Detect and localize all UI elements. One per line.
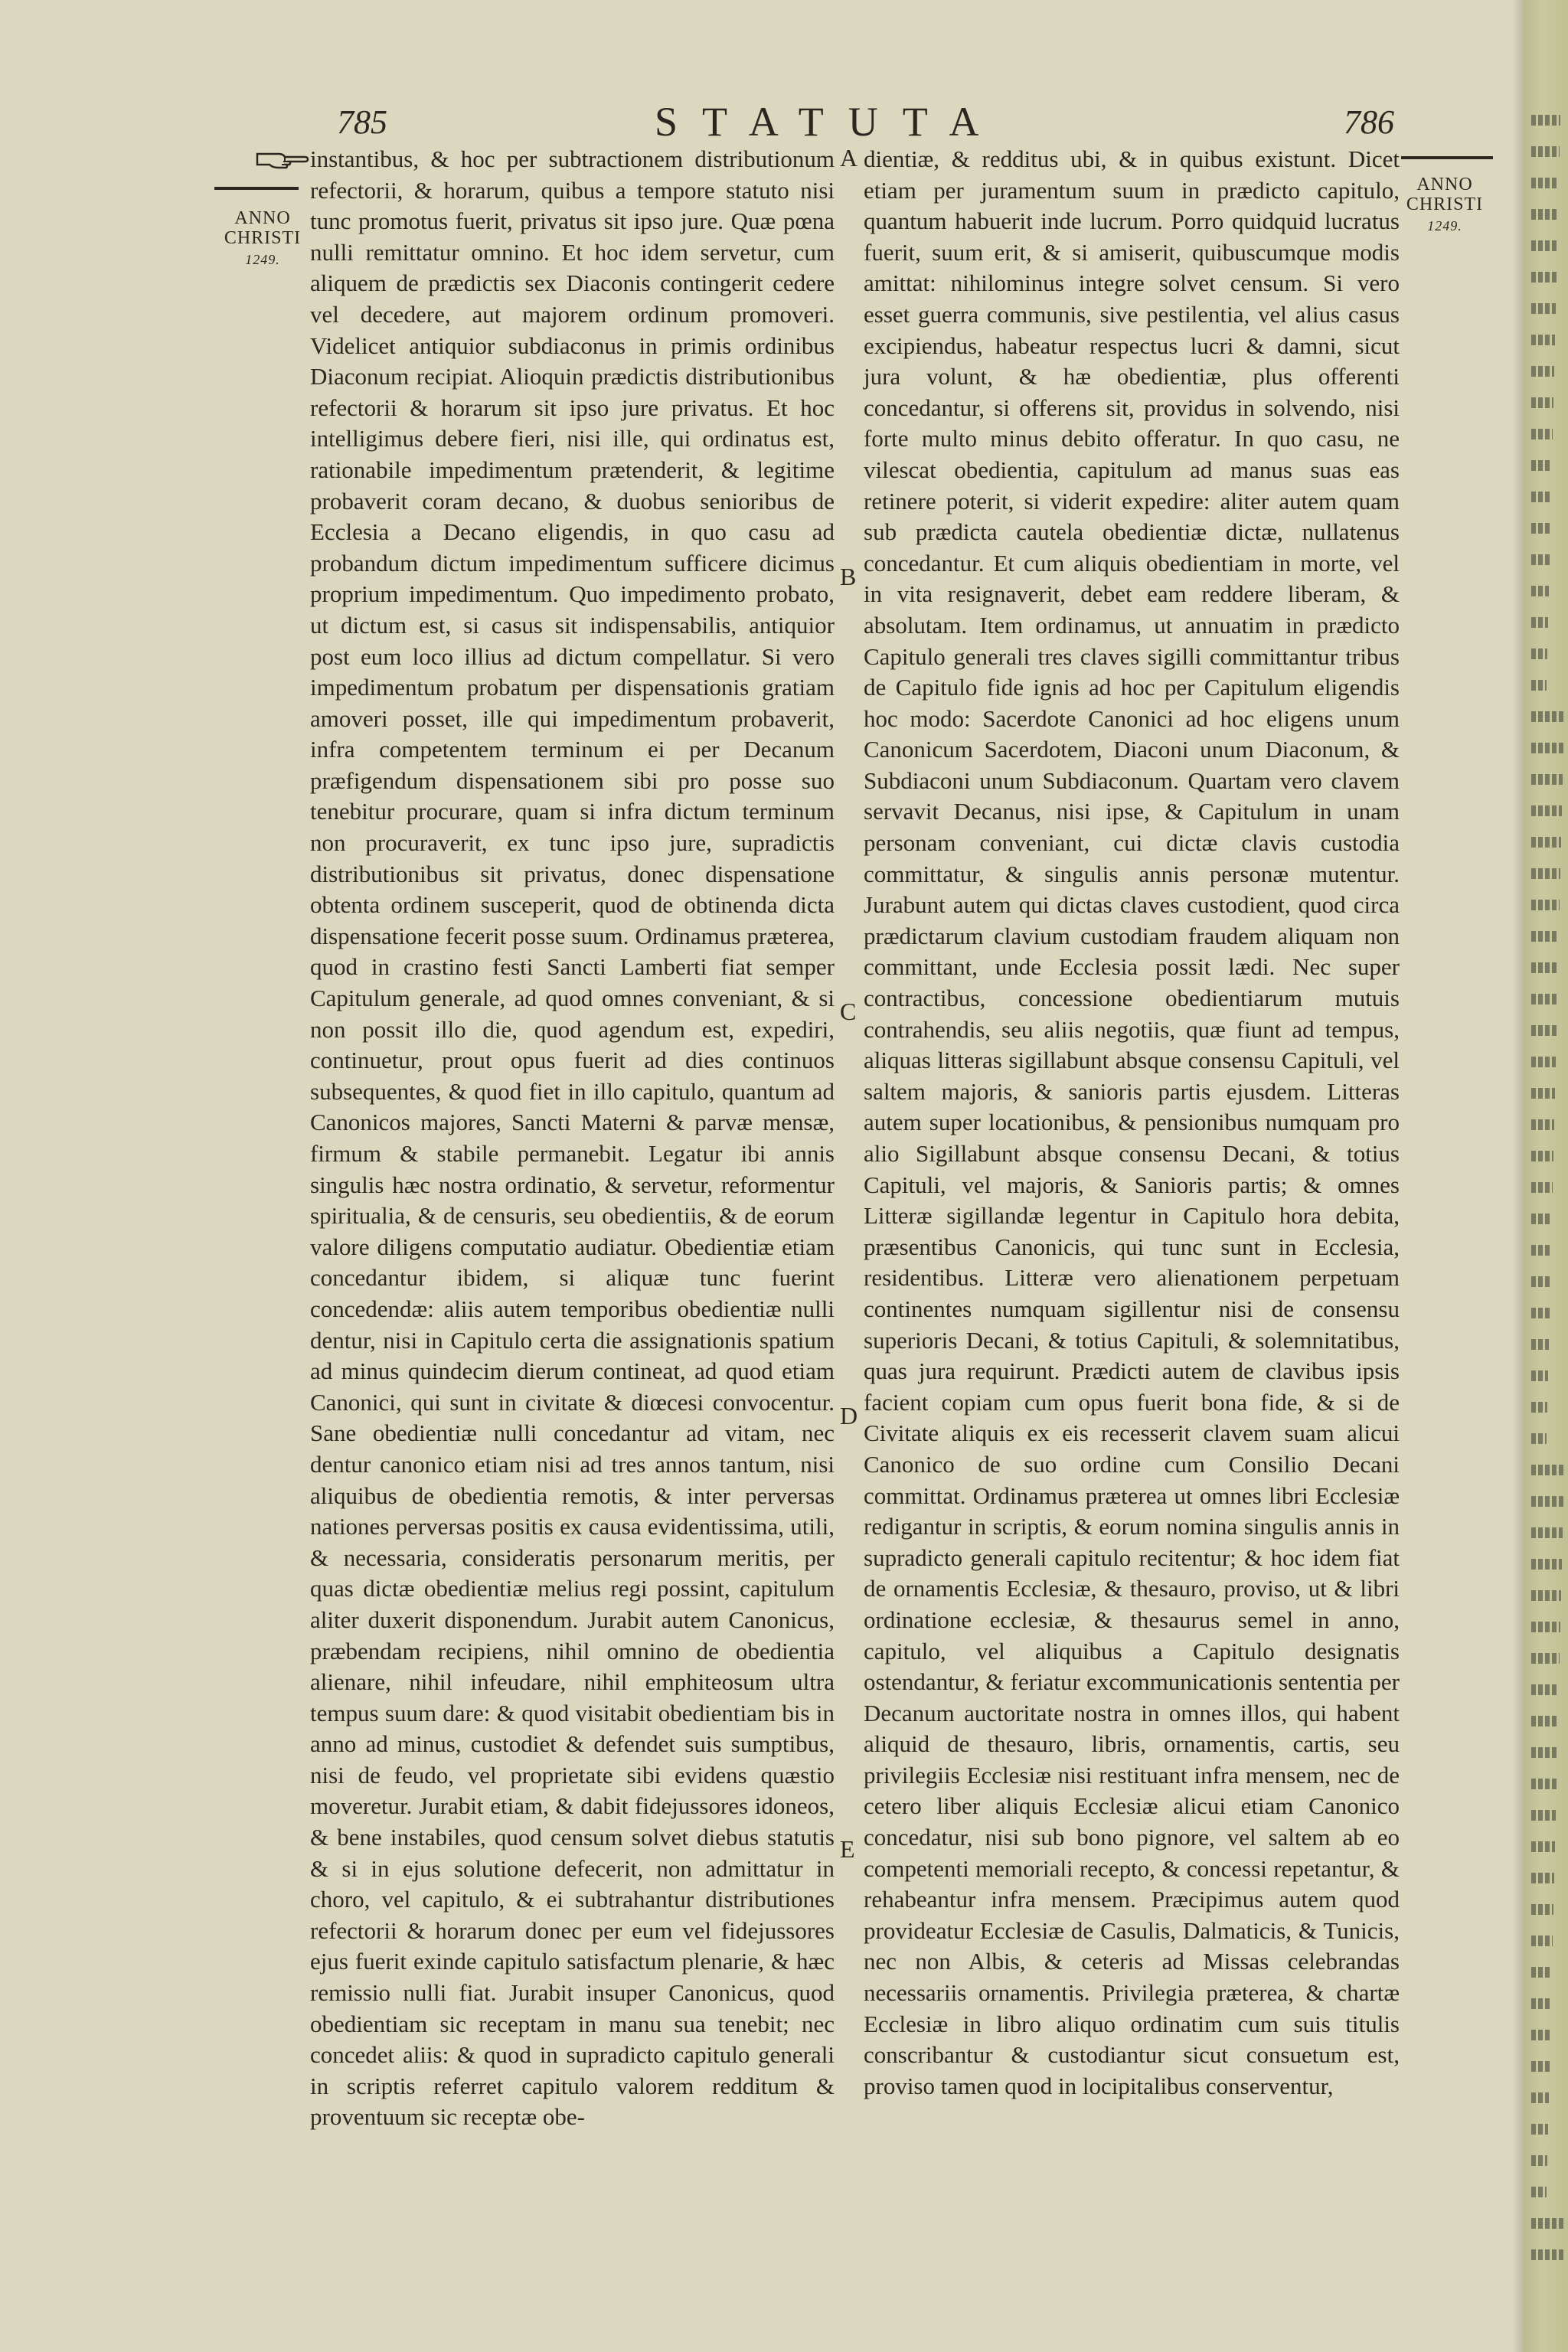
- adjacent-page-text-fragment: [1531, 1339, 1549, 1350]
- adjacent-page-edge: [1524, 0, 1568, 2352]
- adjacent-page-text-fragment: [1531, 931, 1559, 942]
- text-column-left: [310, 144, 835, 2133]
- page-number-left: 785: [337, 103, 387, 141]
- adjacent-page-text-fragment: [1531, 2155, 1547, 2166]
- adjacent-page-text-fragment: [1531, 1527, 1563, 1538]
- text-column-right: [864, 144, 1400, 2102]
- adjacent-page-text-fragment: [1531, 240, 1557, 251]
- adjacent-page-text-fragment: [1531, 1245, 1551, 1256]
- adjacent-page-text-fragment: [1531, 397, 1553, 408]
- running-title: STATUTA: [655, 99, 1004, 145]
- margin-note-right-line1: ANNO: [1416, 175, 1473, 194]
- adjacent-page-text-fragment: [1531, 1119, 1554, 1130]
- section-letter-e: E: [840, 1835, 855, 1863]
- adjacent-page-text-fragment: [1531, 429, 1553, 439]
- adjacent-page-text-fragment: [1531, 2124, 1548, 2135]
- adjacent-page-text-fragment: [1531, 335, 1555, 345]
- adjacent-page-text-fragment: [1531, 1747, 1557, 1758]
- adjacent-page-text-fragment: [1531, 178, 1559, 188]
- adjacent-page-text-fragment: [1531, 1967, 1552, 1978]
- adjacent-page-text-fragment: [1531, 554, 1550, 565]
- adjacent-page-text-fragment: [1531, 1936, 1553, 1946]
- adjacent-page-text-fragment: [1531, 1622, 1560, 1632]
- adjacent-page-text-fragment: [1531, 523, 1550, 534]
- left-column-text: instantibus, & hoc per subtractionem distributionum refectorii, & horarum, quibus a tempore statuto nisi tunc promotus fuerit, privatus sit ipso jure. Quæ pœna nulli remittatur omnino. Et hoc idem servetur, cum aliquem de prædictis sex Diaconis contingerit cedere vel decedere, aut majorem ordinum promoveri. Videlicet antiquior subdiaconus in primis ordinibus Diaconum recipiat. Alioquin prædictis distributionibus refectorii & horarum sit ipso jure privatus. Et hoc intelligimus debere fieri, nisi ille, qui ordinatus est, rationabile impedimentum prætenderit, & legitime probaverit coram decano, & duobus senioribus de Ecclesia a Decano eligendis, in quo casu ad probandum dictum impedimentum sufficere dicimus proprium impedimentum. Quo impedimento probato, ut dictum est, si casus sit indispensabilis, antiquior post eum loco illius ad dictum compellatur. Si vero impedimentum probatum per dispensationis gratiam amoveri posset, ille qui impedimentum probaverit, infra competentem terminum ei per Decanum præfigendum dispensationem sibi pro posse suo tenebitur procurare, quam si infra dictum terminum non procuraverit, ex tunc ipso jure, supradictis distributionibus sit privatus, donec dispensatione obtenta ordinem susceperit, quod de obtinenda dicta dispensatione fecerit posse suum. Ordinamus præterea, quod in crastino festi Sancti Lamberti fiat semper Capitulum generale, ad quod omnes conveniant, & si non possit illo die, quod agendum est, expediri, continuetur, prout opus fuerit ad dies continuos subsequentes, & quod fiet in illo capitulo, quantum ad Canonicos majores, Sancti Materni & parvæ mensæ, firmum & stabile permanebit. Legatur ibi annis singulis hæc nostra ordinatio, & servetur, reformentur spiritualia, & de censuris, seu obedientiis, & de eorum valore diligens computatio audiatur. Obedientiæ etiam concedantur ibidem, si aliquæ tunc fuerint concedendæ: aliis autem temporibus obedientiæ nulli dentur, nisi in Capitulo certa die assignationis spatium ad minus quindecim dierum contineat, ad quod etiam Canonici, qui sunt in civitate & diœcesi convocentur. Sane obedientiæ nulli concedantur ad vitam, nec dentur canonico etiam nisi ad tres annos tantum, nisi aliquibus de obedientia remotis, & inter perversas nationes perversas positis ex causa evidentissima, utili, & necessaria, consideratis personarum meritis, per quas dictæ obedientiæ melius regi possint, capitulum aliter duxerit disponendum. Jurabit autem Canonicus, præbendam recipiens, nihil omnino de obedientia alienare, nihil infeudare, nihil emphiteosum ultra tempus suum dare: & quod visitabit obedientiam bis in anno ad minus, custodiet & defendet suis sumptibus, nisi de feudo, vel proprietate sibi evidens quæstio moveretur. Jurabit etiam, & dabit fidejussores idoneos, & bene instabiles, quod censum solvet diebus statutis & si in ejus solutione defecerit, non admittatur in choro, vel capitulo, & ei subtrahantur distributiones refectorii & horarum donec per eum vel fidejussores ejus fuerit exinde capitulo satisfactum plenarie, & hæc remissio nulli fiat. Jurabit insuper Canonicus, quod obedientiam sic receptam in manu sua tenebit; nec concedet aliis: & quod in supradicto capitulo generali in scriptis referret capitulo valorem redditum & proventuum sic receptæ obe-: [310, 145, 835, 2131]
- section-letter-a: A: [840, 144, 858, 172]
- adjacent-page-text-fragment: [1531, 900, 1560, 910]
- adjacent-page-text-fragment: [1531, 1684, 1559, 1695]
- adjacent-page-text-fragment: [1531, 2030, 1550, 2040]
- adjacent-page-text-fragment: [1531, 303, 1556, 314]
- margin-note-left-line1: ANNO: [234, 208, 291, 228]
- adjacent-page-text-fragment: [1531, 586, 1549, 596]
- adjacent-page-text-fragment: [1531, 1716, 1558, 1726]
- adjacent-page-text-fragment: [1531, 1465, 1564, 1475]
- adjacent-page-text-fragment: [1531, 1779, 1557, 1789]
- adjacent-page-text-fragment: [1531, 680, 1547, 691]
- margin-note-right-line2: CHRISTI: [1406, 194, 1484, 214]
- adjacent-page-text-fragment: [1531, 2061, 1550, 2072]
- adjacent-page-text-fragment: [1531, 1151, 1553, 1161]
- adjacent-page-text-fragment: [1531, 366, 1554, 377]
- adjacent-page-text-fragment: [1531, 1873, 1554, 1883]
- adjacent-page-text-fragment: [1531, 1433, 1547, 1444]
- adjacent-page-text-fragment: [1531, 146, 1560, 157]
- margin-note-right: [1403, 175, 1487, 236]
- adjacent-page-text-fragment: [1531, 1025, 1557, 1036]
- margin-note-left-line2: CHRISTI: [224, 228, 302, 248]
- adjacent-page-text-fragment: [1531, 617, 1548, 628]
- adjacent-page-text-fragment: [1531, 272, 1557, 283]
- adjacent-page-text-fragment: [1531, 1088, 1555, 1099]
- adjacent-page-text-fragment: [1531, 711, 1564, 722]
- adjacent-page-text-fragment: [1531, 1057, 1556, 1067]
- adjacent-page-text-fragment: [1531, 1214, 1552, 1224]
- adjacent-page-text-fragment: [1531, 1308, 1550, 1318]
- adjacent-page-text-fragment: [1531, 1590, 1561, 1601]
- adjacent-page-text-fragment: [1531, 2249, 1563, 2260]
- adjacent-page-text-fragment: [1531, 743, 1563, 753]
- adjacent-page-text-fragment: [1531, 1998, 1551, 2009]
- adjacent-page-text-fragment: [1531, 1276, 1550, 1287]
- section-letter-c: C: [840, 998, 857, 1025]
- margin-rule-right: [1401, 156, 1493, 159]
- margin-note-left-year: 1249.: [245, 252, 280, 267]
- adjacent-page-text-fragment: [1531, 1496, 1563, 1507]
- adjacent-page-text-fragment: [1531, 460, 1552, 471]
- adjacent-page-text-fragment: [1531, 837, 1561, 848]
- pointing-hand-icon: [256, 148, 309, 171]
- adjacent-page-text-fragment: [1531, 805, 1562, 816]
- adjacent-page-text-fragment: [1531, 115, 1560, 126]
- section-letter-d: D: [840, 1402, 858, 1429]
- adjacent-page-text-fragment: [1531, 492, 1551, 502]
- margin-note-right-year: 1249.: [1427, 218, 1462, 234]
- adjacent-page-text-fragment: [1531, 1841, 1555, 1852]
- section-letter-b: B: [840, 563, 857, 590]
- adjacent-page-text-fragment: [1531, 1559, 1562, 1570]
- adjacent-page-text-fragment: [1531, 994, 1557, 1004]
- margin-note-left: [217, 208, 309, 270]
- adjacent-page-text-fragment: [1531, 962, 1558, 973]
- adjacent-page-text-fragment: [1531, 1810, 1556, 1821]
- adjacent-page-text-fragment: [1531, 1182, 1553, 1193]
- margin-rule-left: [214, 187, 299, 190]
- adjacent-page-text-fragment: [1531, 2092, 1549, 2103]
- adjacent-page-text-fragment: [1531, 868, 1560, 879]
- page-number-right: 786: [1344, 103, 1394, 141]
- right-column-text: dientiæ, & redditus ubi, & in quibus existunt. Dicet etiam per juramentum suum in prædicto capitulo, quantum habuerit inde lucrum. Porro quidquid lucratus fuerit, suum erit, & si amiserit, quibuscumque modis amittat: nihilominus integre solvet censum. Si vero esset guerra communis, sive pestilentia, vel alius casus excipiendus, habeatur respectus lucri & damni, sicut jura volunt, & hæ obedientiæ, plus offerenti concedantur, si offerens sit, providus in solvendo, nisi forte multo minus debito offeratur. In quo casu, ne vilescat obedientia, capitulum ad manus suas eas retinere poterit, si viderit expedire: aliter autem quam sub prædicta cautela obedientiæ dictæ, nullatenus concedantur. Et cum aliquis obedientiam in morte, vel in vita resignaverit, debet eam reddere liberam, & absolutam. Item ordinamus, ut annuatim in prædicto Capitulo generali tres claves sigilli committantur tribus de Capitulo fide ignis ad hoc per Capitulum eligendis hoc modo: Sacerdote Canonici ad hoc eligens unum Canonicum Sacerdotem, Diaconi unum Diaconum, & Subdiaconi unum Subdiaconum. Quartam vero clavem servavit Decanus, nisi ipse, & Capitulum in unam personam conveniant, cui dictæ clavis custodia committatur, & singulis annis personæ mutentur. Jurabunt autem qui dictas claves custodient, quod circa prædictarum clavium custodiam fraudem aliquam non committant, unde Ecclesia possit lædi. Nec super contractibus, concessione obedientiarum mutuis contrahendis, seu aliis negotiis, quæ fiunt ad tempus, aliquas litteras sigillabunt absque consensu Capituli, vel saltem majoris, & sanioris partis ejusdem. Litteras autem super locationibus, & pensionibus numquam pro alio Sigillabunt absque consensu Decani, & totius Capituli, vel majoris, & Sanioris partis; & omnes Litteræ sigillandæ legentur in Capitulo hora debita, præsentibus Canonicis, qui tunc sunt in Ecclesia, residentibus. Litteræ vero alienationem perpetuam continentes numquam sigillentur nisi de consensu superioris Decani, & totius Capituli, & solemnitatibus, quas jura requirunt. Prædicti autem de clavibus ipsis facient copiam cum opus fuerit bona fide, & si de Civitate aliquis ex eis recesserit clavem suam alicui Canonico de suo ordine cum Consilio Decani committat. Ordinamus præterea ut omnes libri Ecclesiæ redigantur in scriptis, & eorum nomina singulis annis in supradicto generali capitulo recitentur; & hoc idem fiat de ornamentis Ecclesiæ, & thesauro, proviso, ut & libri ordinatione ecclesiæ, & thesaurus semel in anno, capitulo, vel aliquibus a Capitulo designatis ostendantur, & feriatur excommunicationis sententia per Decanum auctoritate nostra in omnes illos, qui habent aliquid de thesauro, libris, ornamentis, cartis, seu privilegiis Ecclesiæ nisi restituant infra mensem, nec de cetero liber aliquis Ecclesiæ alicui etiam Canonico concedatur, nisi sub bono pignore, vel saltem ab eo competenti memoriali recepto, & concessi repetantur, & rehabeantur infra mensem. Præcipimus autem quod provideatur Ecclesiæ de Casulis, Dalmaticis, & Tunicis, nec non Albis, & ceteris ad Missas celebrandas necessariis ornamentis. Privilegia præterea, & chartæ Ecclesiæ in libro aliquo ordinatim cum suis titulis conscribantur & custodiantur sicut consuetum est, proviso tamen quod in locipitalibus conserventur,: [864, 145, 1400, 2099]
- adjacent-page-text-fragment: [1531, 209, 1558, 220]
- adjacent-page-text-fragment: [1531, 1402, 1547, 1413]
- adjacent-page-text-fragment: [1531, 1653, 1560, 1664]
- adjacent-page-text-fragment: [1531, 774, 1563, 785]
- page-header: [0, 98, 1524, 144]
- adjacent-page-text-fragment: [1531, 1370, 1548, 1381]
- adjacent-page-text-fragment: [1531, 1904, 1553, 1915]
- adjacent-page-text-fragment: [1531, 648, 1547, 659]
- adjacent-page-text-fragment: [1531, 2187, 1547, 2197]
- adjacent-page-text-fragment: [1531, 2218, 1564, 2229]
